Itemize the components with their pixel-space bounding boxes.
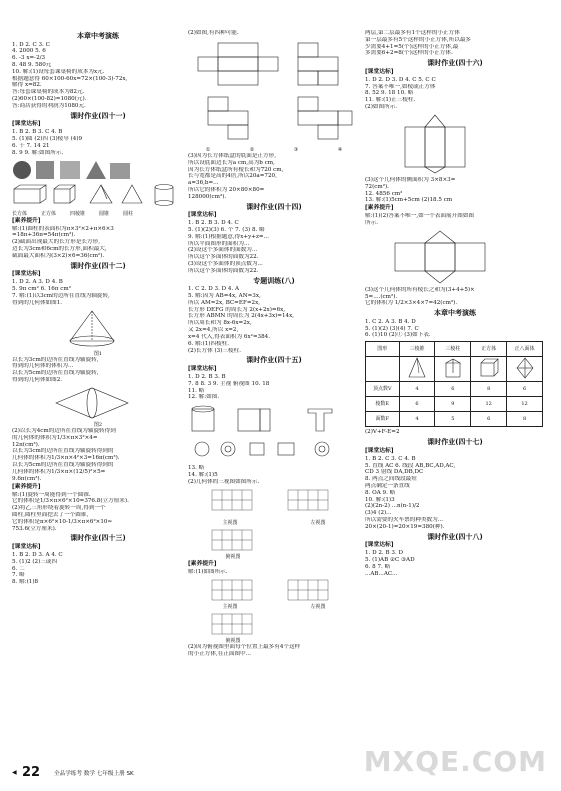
answer-line: 解:(1)旋转一周能得到一个圆锥.: [12, 491, 91, 498]
answer-line: 答:商店获得的利润为1080元.: [12, 102, 86, 109]
table-cell: 9: [435, 397, 471, 412]
table-cell: 4: [399, 382, 435, 397]
section-title: 课时作业(四十四): [246, 202, 302, 211]
octahedron-shape: [515, 357, 535, 379]
answer-line: (2)截面出现最大的长方形是长方形,: [12, 239, 101, 246]
section-title: 课时作业(四十二): [70, 261, 126, 270]
answer-line: 第一层最多有5个这样的小正方体,所以最多: [365, 36, 472, 43]
answer-line: 5. 9π cm² 6. 16π cm²: [12, 286, 71, 293]
answer-line: 5. (1)AB ②C ③AD: [365, 557, 415, 564]
answer-line: 1. D 2. B 3. B: [188, 373, 226, 380]
answer-line: 13. 解:(1)5cm+5cm (2)18.5 cm: [365, 197, 453, 204]
table-cell: 顶点数V: [366, 382, 400, 397]
answer-line: 9. 解:(1)根据题意,得x+y+z=...: [188, 233, 269, 240]
answer-line: 7. 答案不唯一,如棱或正方体: [365, 83, 436, 90]
answer-line: 8. 9 9. 解:如图所示.: [12, 149, 64, 156]
answer-line: 1. B 2. B 3. D 4. C: [188, 220, 239, 227]
sub-tag: [课堂达标]: [365, 447, 394, 454]
figure-label: 圆锥: [99, 210, 110, 217]
table-cell: 面数F: [366, 412, 400, 427]
answer-line: 11. 解:(1)正三棱柱.: [365, 97, 416, 104]
answer-line: 以长为3cm的边所在直线为轴旋转得到的: [12, 448, 114, 455]
cone-figure-1: [62, 309, 122, 349]
answer-line: (2)如图,有四种可能.: [188, 30, 239, 36]
table-cell: 12: [471, 397, 507, 412]
table-row: [366, 357, 543, 382]
section-title: 本章中考演练: [77, 32, 119, 40]
answer-line: 长与宽都是高的4倍,所以20a=720,: [188, 173, 277, 180]
answer-line: 7. 略: [12, 572, 25, 579]
table-cell: 5: [435, 412, 471, 427]
answer-line: 10. 解:(1)设每套课桌椅的成本为x元.: [12, 68, 105, 75]
answer-line: (2)V+F-E=2: [365, 429, 400, 436]
answer-line: (3)这个几何体的所有棱长之和为(3+4+5)×: [365, 286, 475, 293]
answer-line: 得到的几何体的体积为...: [12, 363, 74, 370]
figure-label: 长方体: [12, 210, 28, 217]
double-cone-figure: [52, 386, 132, 420]
answer-line: 10. 解:(1)3: [365, 496, 395, 503]
triangular-prism-net: [365, 229, 545, 285]
grid-views-4: [188, 612, 358, 636]
answer-line: 得到的几何体如图2.: [12, 377, 63, 384]
table-cell: [366, 357, 400, 382]
answer-line: 6. -3 x=-2/3: [12, 55, 46, 62]
prism-net-figure: [365, 113, 545, 175]
figure-caption: 主视图: [222, 519, 238, 526]
answer-line: 4. 2000 5. 6: [12, 48, 46, 55]
table-row: [366, 382, 543, 397]
cube-shape: [479, 357, 499, 379]
figure-caption: ②: [249, 146, 255, 153]
answer-line: 它的体积是π×6²×10-1/3×π×6²×10≈: [12, 518, 113, 525]
column-middle: [188, 30, 360, 760]
answer-line: 长方形 ABMN 的周长为 2(4x+3x)=14x,: [188, 313, 295, 320]
table-cell: 8: [471, 382, 507, 397]
net-figures: [188, 39, 358, 145]
answer-line: 几何体的体积为1/3×π×4²×3=16π(cm³).: [12, 455, 120, 462]
answer-line: (2)60×(100-82)=1080(元).: [12, 96, 87, 103]
answer-line: 5. (1)(2) (3)(4) 7. C: [365, 325, 419, 332]
sub-tag: [课堂达标]: [365, 68, 394, 75]
answer-line: 以长为3cm的边所在直线为轴旋转,: [12, 356, 99, 363]
answer-line: =18π+36π=54π(cm²).: [12, 232, 76, 239]
answer-line: 8. 48 9. 580元: [12, 61, 52, 68]
answer-line: 所以 AM=2x, BC=EF=2x,: [188, 299, 261, 306]
sub-tag: [课堂达标]: [12, 271, 41, 278]
answer-line: 13. 略: [188, 465, 205, 472]
answer-line: 答:每套课桌椅的成本为82元.: [12, 89, 85, 96]
answer-line: x=4 代入,得表面积为 6x²=384.: [188, 333, 270, 340]
section-title: 专题训练(八): [253, 276, 295, 285]
answer-line: 根据题意得 60×100-60x=72×(100-3)-72x,: [12, 75, 128, 82]
answer-line: 1. B 2. D 3. A 4. C: [12, 552, 63, 559]
answer-line: 几何体的体积为1/3×π×(12/5)²×5=: [12, 468, 106, 475]
section-title: 课时作业(四十五): [246, 356, 302, 365]
answer-line: 1. C 2. A 3. B 4. D: [365, 318, 416, 325]
answer-line: (2)几何体的三视图如图所示.: [188, 478, 260, 485]
answer-line: CD 3 射线 DA,DB,DC: [365, 469, 424, 476]
answer-line: (2)长方体 (3)三棱柱.: [188, 347, 241, 354]
answer-line: 解:(1)如图所示.: [188, 568, 228, 575]
answer-line: 1. D 2. A 3. D 4. B: [12, 279, 63, 286]
answer-line: 两层,第二层最多有1个这样的小正方体: [365, 30, 460, 36]
answer-line: 它的体积为 1/2×3×4×7=42(cm³).: [365, 300, 458, 307]
sub-tag: [素养提升]: [188, 560, 217, 567]
answer-line: 5=....(cm²).: [365, 293, 398, 300]
answer-line: 解:(1)(2)答案不唯一,如一个表面展开图如图: [365, 213, 475, 220]
figure-label: 正方体: [41, 210, 57, 217]
triangular-prism-shape: [443, 357, 463, 379]
answer-line: 得到的几何体如图1.: [12, 299, 63, 306]
answer-line: 它的体积是1/3×π×6²×10=376.8(立方厘米).: [12, 498, 129, 505]
answer-line: (2)以长为4cm的边所在直线为轴旋转得到: [12, 428, 116, 434]
answer-line: 所以这个多面体的面数为22.: [188, 267, 259, 274]
answer-line: 截面最大面积为(3×2)×6=36(cm²).: [12, 252, 105, 259]
table-cell: [471, 357, 507, 382]
section-title: 课时作业(四十八): [427, 532, 483, 541]
watermark: MXQE.COM: [363, 744, 547, 778]
answer-line: 所以设底面边长为a cm,高为b cm,: [188, 159, 275, 166]
answer-line: 5. (1)2 (2)三或四: [12, 558, 58, 565]
answer-line: 9.6π(cm³).: [12, 475, 42, 482]
answer-line: (2)(2n-2) ...n(n-1)/2: [365, 503, 420, 510]
figure-caption: 俯视图: [225, 637, 241, 644]
table-cell: [435, 357, 471, 382]
column-right: [365, 30, 545, 760]
table-cell: 4: [399, 412, 435, 427]
figure-caption: 俯视图: [225, 553, 241, 560]
answer-line: 以长为5cm的边所在直线为轴旋转得到的: [12, 462, 114, 469]
answer-line: 11. 略: [188, 387, 205, 394]
solid-photos-figure: [12, 159, 132, 181]
answer-line: 5. 解:因为 AB=4x, AN=3x,: [188, 293, 261, 300]
answer-line: 1. D 2. D 3. D 4. C 5. C C: [365, 76, 436, 83]
answer-line: 6. 二: [12, 565, 25, 572]
table-cell: 6: [471, 412, 507, 427]
answer-line: 又 2x=4,所以 x=2,: [188, 327, 239, 334]
answer-line: 6. 8 7. 略: [365, 563, 391, 570]
answer-line: 8. OA 9. 略: [365, 489, 396, 496]
sub-tag: [素养提升]: [12, 483, 41, 490]
answer-line: 20×(20-1)=20×19=380(种).: [365, 523, 445, 530]
answer-line: 1. B 2. B 3. C 4. B: [12, 129, 63, 136]
answer-line: 边长为3cm和6cm的长方形,面积最大,: [12, 246, 107, 253]
section-title: 课时作业(四十七): [427, 438, 483, 447]
table-header: 三棱柱: [435, 342, 471, 357]
answer-line: 所以需要的火车票的种类数为...: [365, 517, 444, 524]
answer-line: 1. D 2. B 3. D: [365, 550, 403, 557]
answer-line: (2)如图所示.: [365, 104, 398, 111]
answer-line: ...AB...AC...: [365, 570, 398, 577]
table-cell: 6: [435, 382, 471, 397]
figure-caption: ④: [337, 146, 343, 153]
answer-line: 7. 8 8. 3 9. 主视 俯视图 10. 18: [188, 380, 270, 387]
section-title: 本章中考演练: [434, 309, 476, 318]
answer-line: 解:(1)圆柱的表面积为π×3²×2+π×6×3: [12, 225, 114, 232]
grid-views-3: [188, 578, 358, 602]
page-marker-icon: ◀: [12, 769, 17, 776]
section-title: 课时作业(四十六): [427, 59, 483, 68]
table-header-row: [366, 342, 543, 357]
figure-caption: 图2: [93, 421, 103, 428]
grid-views-1: [188, 488, 358, 518]
table-header: 正八面体: [507, 342, 543, 357]
table-header: 图形: [366, 342, 400, 357]
answer-line: 多需要6+2=8(个)这样的小正方体.: [365, 50, 453, 57]
answer-line: 5. (1)(2)(3) 6. 个 7. (3) 8. 略: [188, 227, 265, 233]
sub-tag: [课堂达标]: [365, 542, 394, 549]
sub-tag: [课堂达标]: [188, 212, 217, 219]
answer-line: 6. (1)10 (2)① (3)如下表.: [365, 332, 431, 339]
answer-line: 72(cm²).: [365, 183, 389, 190]
answer-line: 1. D 2. C 3. C: [12, 41, 50, 48]
three-view-drawings: [188, 403, 358, 463]
answer-line: 12. 解:如图.: [188, 394, 220, 401]
table-cell: [399, 357, 435, 382]
answer-line: 解得 x=82.: [12, 82, 42, 89]
answer-line: 128000(cm³).: [188, 193, 227, 200]
tetrahedron-shape: [407, 357, 427, 379]
answer-line: 5. 直线 AC 6. 线段 AB,BC,AD,AC,: [365, 462, 456, 469]
answer-line: 6. 解:(1)四棱柱.: [188, 340, 230, 347]
answer-line: 因为长方体纸盒所有棱长和为720 cm,: [188, 166, 284, 173]
page-number: 22: [22, 765, 41, 780]
answer-line: 所以这个多面体的面数为22.: [188, 254, 259, 261]
sub-tag: [课堂达标]: [188, 365, 217, 372]
answer-line: 所以周长和为 8x-6x=2x,: [188, 320, 252, 327]
answer-line: 6. 十 7. 14 21: [12, 142, 50, 149]
answer-line: (2)因为俯视图里面每个位置上最多有4个这样: [188, 643, 301, 650]
answer-line: 圆柱,圆柱里面挖去了一个圆锥,: [12, 512, 89, 518]
section-title: 课时作业(四十三): [70, 534, 126, 543]
answer-line: 12. 4856 cm²: [365, 190, 403, 197]
answer-line: 14. 解:(1)5: [188, 472, 218, 478]
answer-line: 少需要4+1=5(个)这样的小正方体,最: [365, 43, 459, 50]
answer-line: 8. 解:(1)8: [12, 579, 39, 586]
sub-tag: [课堂达标]: [12, 543, 41, 550]
column-left: [12, 30, 184, 760]
answer-line: 所示.: [365, 220, 378, 227]
table-header: 正方体: [471, 342, 507, 357]
table-cell: 12: [507, 397, 543, 412]
section-title: 课时作业(四十一): [70, 111, 126, 120]
answer-line: 12π(cm³).: [12, 441, 40, 448]
answer-line: 的几何体的体积为1/3×π×3²×4=: [12, 434, 98, 441]
answer-line: 所以平面图形的面积为...: [188, 240, 250, 247]
table-row: [366, 397, 543, 412]
sub-tag: [素养提升]: [12, 217, 41, 224]
table-cell: 8: [507, 412, 543, 427]
table-cell: 棱数E: [366, 397, 400, 412]
polyhedra-table: [365, 341, 543, 427]
answer-line: (3)因为长方体纸盒的底面是正方形,: [188, 152, 277, 159]
answer-line: 1. C 2. D 3. D 4. A: [188, 286, 240, 293]
book-title: 全品学练考 数学 七年级上册 SK: [54, 771, 134, 777]
answer-line: (2)设这个多面体的面数为...: [188, 247, 258, 254]
answer-line: 两点确定一条直线: [365, 483, 410, 489]
sub-tag: [课堂达标]: [12, 121, 41, 128]
grid-views-2: [188, 528, 358, 552]
answer-line: 8. 52 9. 18 10. 略: [365, 90, 414, 97]
answer-line: (3)设这个多面体的顶点数为...: [188, 261, 263, 268]
figure-caption: 图1: [93, 350, 103, 357]
page-footer: [12, 765, 192, 785]
table-cell: 6: [507, 382, 543, 397]
answer-line: (3)这个几何体的侧面积为 3×8×3=: [365, 176, 456, 183]
table-header: 三棱锥: [399, 342, 435, 357]
figure-caption: ③: [293, 146, 299, 153]
figure-caption: 左视图: [310, 519, 326, 526]
answer-block: [12, 42, 184, 110]
answer-line: 以长为5cm的边所在直线为轴旋转,: [12, 370, 99, 377]
figure-caption: ①: [205, 146, 211, 153]
answer-line: 7. 解:(1)以3cm的边所在直线为轴旋转,: [12, 292, 110, 299]
figure-label: 四棱锥: [70, 210, 86, 217]
answer-line: 5. (1)圆 (2)四 (3)棱导 (4)9: [12, 136, 83, 143]
answer-line: 的小正方体,在正面图中...: [188, 650, 252, 657]
figure-label: 圆柱: [123, 210, 134, 217]
solids-figure: [12, 183, 182, 209]
answer-line: 8. 两点之间线段最短: [365, 476, 417, 483]
table-cell: [507, 357, 543, 382]
figure-caption: 左视图: [310, 603, 326, 610]
answer-line: a=36,b=...: [188, 180, 219, 187]
answer-line: 1. B 2. C 3. C 4. B: [365, 455, 416, 462]
sub-tag: [素养提升]: [365, 205, 394, 212]
answer-line: (3)4 (2)...: [365, 510, 392, 517]
table-row: [366, 412, 543, 427]
answer-line: 所以它的体积为 20×80×80=: [188, 186, 265, 193]
answer-line: 长方形 DEFG 的周长为 2(x+2x)=6x,: [188, 306, 286, 313]
answer-line: (2)将乙三角形绕着旋转一周,得到一个: [12, 505, 106, 512]
answer-line: 753.6(立方厘米).: [12, 525, 57, 532]
figure-caption: 主视图: [222, 603, 238, 610]
table-cell: 6: [399, 397, 435, 412]
